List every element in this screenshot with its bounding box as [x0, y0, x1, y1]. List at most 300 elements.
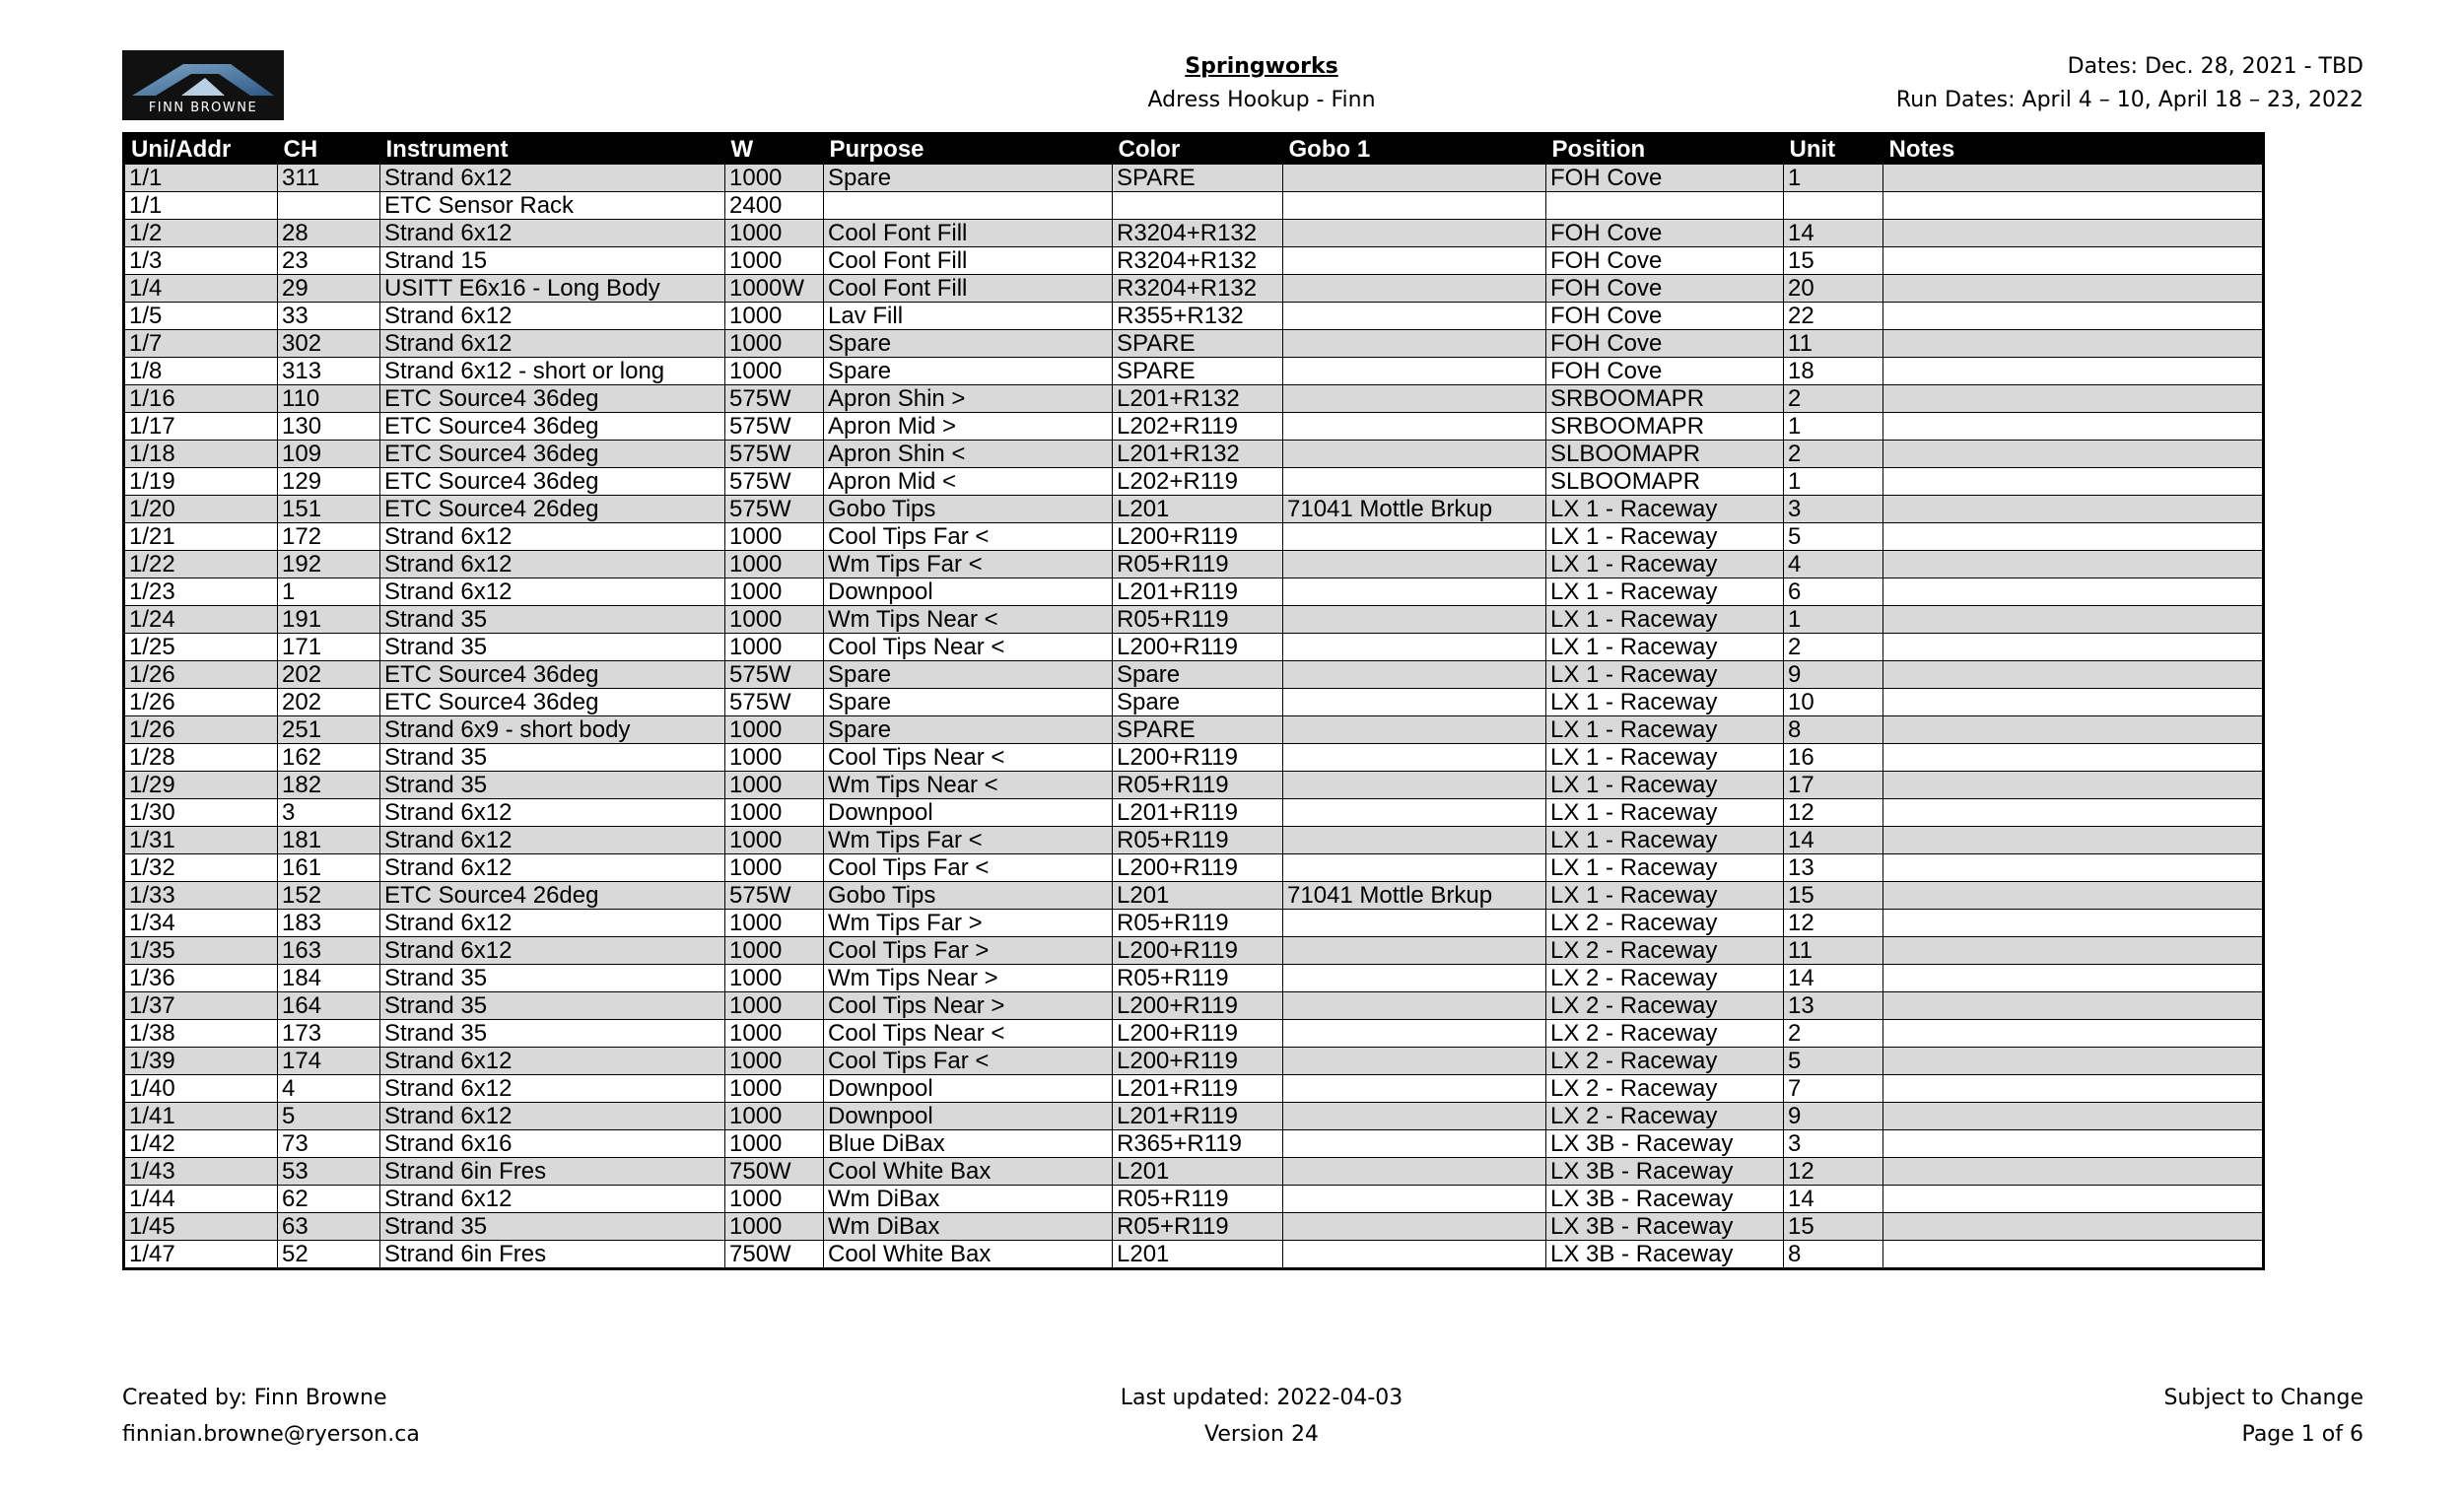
table-cell: LX 1 - Raceway [1546, 578, 1784, 606]
table-cell [1883, 247, 2264, 275]
table-cell: L201+R132 [1113, 441, 1283, 468]
table-cell: 164 [278, 992, 380, 1020]
table-cell: 1/42 [124, 1130, 278, 1158]
table-cell: Cool Font Fill [824, 220, 1113, 247]
table-cell: ETC Source4 36deg [380, 468, 725, 496]
table-cell: 110 [278, 385, 380, 413]
table-cell [1283, 1103, 1546, 1130]
column-header: Uni/Addr [124, 134, 278, 165]
table-cell: SPARE [1113, 716, 1283, 744]
table-header-row [124, 134, 2264, 165]
table-cell: 313 [278, 358, 380, 385]
table-cell [1283, 358, 1546, 385]
table-cell: 3 [278, 799, 380, 827]
footer-center [1035, 1380, 1488, 1453]
table-cell: 1/30 [124, 799, 278, 827]
table-cell: USITT E6x16 - Long Body [380, 275, 725, 303]
table-cell: 1/47 [124, 1241, 278, 1269]
table-cell [1283, 1130, 1546, 1158]
table-cell: Wm Tips Far < [824, 827, 1113, 854]
table-cell: R3204+R132 [1113, 247, 1283, 275]
table-cell: 181 [278, 827, 380, 854]
table-cell: 1000 [725, 1048, 824, 1075]
table-cell: 575W [725, 468, 824, 496]
table-cell: 1000 [725, 744, 824, 772]
table-cell: SPARE [1113, 358, 1283, 385]
table-cell [1883, 910, 2264, 937]
table-cell: Downpool [824, 1075, 1113, 1103]
dates-text: Dates: Dec. 28, 2021 - TBD [2067, 54, 2363, 79]
table-cell: 3 [1784, 496, 1883, 523]
column-header: Color [1113, 134, 1283, 165]
table-cell: Strand 6x12 [380, 1186, 725, 1213]
table-row [124, 854, 2264, 882]
table-cell: 1000 [725, 772, 824, 799]
table-cell: ETC Sensor Rack [380, 192, 725, 220]
table-cell: LX 3B - Raceway [1546, 1213, 1784, 1241]
table-cell [1883, 965, 2264, 992]
table-cell: LX 1 - Raceway [1546, 772, 1784, 799]
table-cell: 174 [278, 1048, 380, 1075]
table-cell: Strand 35 [380, 1020, 725, 1048]
table-cell [1883, 358, 2264, 385]
column-header: Gobo 1 [1283, 134, 1546, 165]
table-cell: 14 [1784, 965, 1883, 992]
table-cell: 1/25 [124, 634, 278, 661]
table-cell: Cool Tips Near < [824, 1020, 1113, 1048]
table-row [124, 1075, 2264, 1103]
table-cell [1283, 551, 1546, 578]
table-cell: L201+R119 [1113, 799, 1283, 827]
table-cell: 1000 [725, 799, 824, 827]
table-cell [1883, 827, 2264, 854]
table-cell: 575W [725, 882, 824, 910]
table-cell: L200+R119 [1113, 744, 1283, 772]
table-cell [1883, 716, 2264, 744]
table-cell: LX 2 - Raceway [1546, 1048, 1784, 1075]
table-cell [1283, 303, 1546, 330]
table-cell [1283, 937, 1546, 965]
table-row [124, 910, 2264, 937]
table-cell [1883, 275, 2264, 303]
table-cell: 1000 [725, 1020, 824, 1048]
table-cell: 1000 [725, 247, 824, 275]
table-cell: SLBOOMAPR [1546, 468, 1784, 496]
table-row [124, 578, 2264, 606]
table-cell: SPARE [1113, 165, 1283, 192]
table-row [124, 385, 2264, 413]
table-cell: 202 [278, 661, 380, 689]
table-cell: 1/39 [124, 1048, 278, 1075]
table-cell: 2 [1784, 441, 1883, 468]
table-cell: 1/43 [124, 1158, 278, 1186]
table-row [124, 441, 2264, 468]
table-cell: 4 [1784, 551, 1883, 578]
table-cell: 1/35 [124, 937, 278, 965]
table-cell: LX 2 - Raceway [1546, 992, 1784, 1020]
table-cell: Apron Shin < [824, 441, 1113, 468]
table-cell: 1/2 [124, 220, 278, 247]
table-cell: 7 [1784, 1075, 1883, 1103]
table-cell: Strand 35 [380, 772, 725, 799]
table-cell: 11 [1784, 330, 1883, 358]
table-cell: R05+R119 [1113, 551, 1283, 578]
table-row [124, 634, 2264, 661]
table-cell: Strand 6x12 [380, 827, 725, 854]
table-row [124, 1048, 2264, 1075]
table-cell: Strand 6x12 [380, 1103, 725, 1130]
table-cell: LX 1 - Raceway [1546, 661, 1784, 689]
table-cell: 3 [1784, 1130, 1883, 1158]
table-cell: 1000 [725, 1130, 824, 1158]
table-cell: Apron Shin > [824, 385, 1113, 413]
table-cell: 52 [278, 1241, 380, 1269]
logo-text: FINN BROWNE [148, 101, 258, 115]
table-cell: 13 [1784, 992, 1883, 1020]
table-cell: 152 [278, 882, 380, 910]
table-cell: SRBOOMAPR [1546, 413, 1784, 441]
table-cell: 1 [1784, 468, 1883, 496]
table-cell: 1000 [725, 220, 824, 247]
logo [122, 50, 284, 120]
table-cell: 1/5 [124, 303, 278, 330]
table-cell: 1 [1784, 606, 1883, 634]
table-cell: 1/3 [124, 247, 278, 275]
table-row [124, 330, 2264, 358]
table-cell: 1/26 [124, 661, 278, 689]
table-cell [1283, 1241, 1546, 1269]
column-header: Instrument [380, 134, 725, 165]
table-cell: Apron Mid < [824, 468, 1113, 496]
table-cell: Strand 6x12 [380, 854, 725, 882]
table-cell: 109 [278, 441, 380, 468]
table-cell: 6 [1784, 578, 1883, 606]
table-cell: LX 3B - Raceway [1546, 1186, 1784, 1213]
table-cell [1283, 385, 1546, 413]
table-cell [1283, 689, 1546, 716]
table-cell: Cool Tips Near < [824, 744, 1113, 772]
table-row [124, 523, 2264, 551]
table-cell: R355+R132 [1113, 303, 1283, 330]
table-cell: 1/26 [124, 716, 278, 744]
table-cell: 1000 [725, 165, 824, 192]
table-cell: 12 [1784, 1158, 1883, 1186]
table-cell: ETC Source4 36deg [380, 413, 725, 441]
table-cell: Strand 35 [380, 965, 725, 992]
table-cell: Strand 35 [380, 1213, 725, 1241]
table-cell: 1000 [725, 937, 824, 965]
table-cell: Strand 6in Fres [380, 1158, 725, 1186]
table-cell [1883, 1048, 2264, 1075]
table-cell: 17 [1784, 772, 1883, 799]
table-cell: 1/37 [124, 992, 278, 1020]
table-body [124, 165, 2264, 1269]
table-row [124, 247, 2264, 275]
table-cell: Strand 6x12 [380, 910, 725, 937]
table-cell [1883, 1075, 2264, 1103]
table-cell: Gobo Tips [824, 496, 1113, 523]
table-cell: 12 [1784, 799, 1883, 827]
table-cell: 8 [1784, 1241, 1883, 1269]
table-cell: 71041 Mottle Brkup [1283, 496, 1546, 523]
table-cell [1283, 744, 1546, 772]
table-cell: Cool Tips Far < [824, 523, 1113, 551]
table-cell: Cool Tips Near < [824, 634, 1113, 661]
table-row [124, 192, 2264, 220]
table-cell [1283, 965, 1546, 992]
table-row [124, 1158, 2264, 1186]
table-cell [1883, 882, 2264, 910]
table-cell: 13 [1784, 854, 1883, 882]
table-cell: L201+R119 [1113, 1103, 1283, 1130]
table-cell [1883, 468, 2264, 496]
table-cell: LX 3B - Raceway [1546, 1130, 1784, 1158]
table-cell: Cool White Bax [824, 1158, 1113, 1186]
table-row [124, 551, 2264, 578]
table-cell: Cool Tips Far < [824, 854, 1113, 882]
table-cell: LX 1 - Raceway [1546, 716, 1784, 744]
table-cell: 129 [278, 468, 380, 496]
table-cell [1283, 854, 1546, 882]
table-cell: Strand 6x12 [380, 578, 725, 606]
table-cell: LX 2 - Raceway [1546, 1075, 1784, 1103]
table-cell: 1/1 [124, 165, 278, 192]
table-cell: 53 [278, 1158, 380, 1186]
table-cell [1283, 716, 1546, 744]
table-cell: 1/8 [124, 358, 278, 385]
table-cell: FOH Cove [1546, 165, 1784, 192]
column-header: Position [1546, 134, 1784, 165]
table-cell: FOH Cove [1546, 275, 1784, 303]
table-cell: 1/38 [124, 1020, 278, 1048]
table-cell: 2 [1784, 385, 1883, 413]
table-cell: 192 [278, 551, 380, 578]
table-cell: Spare [824, 661, 1113, 689]
table-row [124, 882, 2264, 910]
table-cell: Cool Font Fill [824, 275, 1113, 303]
table-cell: FOH Cove [1546, 247, 1784, 275]
table-cell: Spare [1113, 689, 1283, 716]
table-cell: 172 [278, 523, 380, 551]
table-cell: 184 [278, 965, 380, 992]
table-cell: Strand 6x12 [380, 799, 725, 827]
table-row [124, 716, 2264, 744]
table-cell [1883, 1103, 2264, 1130]
table-cell [1283, 1186, 1546, 1213]
table-cell: 12 [1784, 910, 1883, 937]
table-row [124, 220, 2264, 247]
table-cell [1784, 192, 1883, 220]
table-cell: LX 2 - Raceway [1546, 1020, 1784, 1048]
footer-left [122, 1380, 714, 1453]
table-cell: 1000W [725, 275, 824, 303]
table-cell: ETC Source4 36deg [380, 441, 725, 468]
table-cell [1883, 854, 2264, 882]
table-cell: L201 [1113, 1241, 1283, 1269]
table-cell [1283, 1020, 1546, 1048]
table-cell: LX 2 - Raceway [1546, 910, 1784, 937]
table-cell: 1000 [725, 992, 824, 1020]
table-cell: LX 1 - Raceway [1546, 634, 1784, 661]
table-cell: 575W [725, 441, 824, 468]
table-cell [1283, 1075, 1546, 1103]
table-cell: 1000 [725, 1213, 824, 1241]
table-cell: R365+R119 [1113, 1130, 1283, 1158]
table-cell: 20 [1784, 275, 1883, 303]
table-cell: Strand 35 [380, 992, 725, 1020]
table-row [124, 827, 2264, 854]
table-cell: FOH Cove [1546, 220, 1784, 247]
table-row [124, 992, 2264, 1020]
table-cell: 1000 [725, 716, 824, 744]
table-row [124, 1186, 2264, 1213]
table-cell: 15 [1784, 882, 1883, 910]
table-cell: 1/18 [124, 441, 278, 468]
version-text: Version 24 [1204, 1422, 1319, 1447]
run-dates-text: Run Dates: April 4 – 10, April 18 – 23, 2022 [1895, 88, 2363, 112]
table-cell: 5 [1784, 1048, 1883, 1075]
table-cell: R3204+R132 [1113, 220, 1283, 247]
table-cell: 1/45 [124, 1213, 278, 1241]
table-cell: 29 [278, 275, 380, 303]
column-header: Notes [1883, 134, 2264, 165]
table-cell [1883, 661, 2264, 689]
table-cell: Strand 35 [380, 744, 725, 772]
table-row [124, 1103, 2264, 1130]
table-cell: Apron Mid > [824, 413, 1113, 441]
table-cell: 1000 [725, 303, 824, 330]
table-cell: Strand 6x12 [380, 551, 725, 578]
table-cell: L200+R119 [1113, 1048, 1283, 1075]
table-cell: Strand 6x12 [380, 1075, 725, 1103]
table-cell: Strand 6x12 [380, 220, 725, 247]
table-cell [1283, 468, 1546, 496]
table-cell: 575W [725, 413, 824, 441]
table-cell: LX 1 - Raceway [1546, 523, 1784, 551]
column-header: Unit [1784, 134, 1883, 165]
table-cell: Cool Tips Far < [824, 1048, 1113, 1075]
table-cell: 575W [725, 689, 824, 716]
table-cell: 130 [278, 413, 380, 441]
table-cell [1883, 772, 2264, 799]
table-cell [1283, 523, 1546, 551]
table-cell: LX 1 - Raceway [1546, 854, 1784, 882]
table-cell: 1/19 [124, 468, 278, 496]
table-cell: 1/31 [124, 827, 278, 854]
table-cell: 202 [278, 689, 380, 716]
table-cell: L200+R119 [1113, 634, 1283, 661]
table-cell: 9 [1784, 661, 1883, 689]
table-cell: 750W [725, 1158, 824, 1186]
table-cell [1283, 799, 1546, 827]
table-cell: 182 [278, 772, 380, 799]
table-cell: 1/22 [124, 551, 278, 578]
table-cell: 1000 [725, 1103, 824, 1130]
table-cell: Spare [824, 358, 1113, 385]
table-cell: L201 [1113, 882, 1283, 910]
table-cell: 575W [725, 385, 824, 413]
table-cell: 1/4 [124, 275, 278, 303]
table-cell [278, 192, 380, 220]
table-cell [1113, 192, 1283, 220]
table-cell: Downpool [824, 1103, 1113, 1130]
table-cell: 1/36 [124, 965, 278, 992]
table-cell: 5 [1784, 523, 1883, 551]
table-cell: 22 [1784, 303, 1883, 330]
table-cell: Strand 6x12 [380, 303, 725, 330]
table-cell: LX 2 - Raceway [1546, 965, 1784, 992]
table-cell [1883, 385, 2264, 413]
table-cell: 1/44 [124, 1186, 278, 1213]
table-cell [1283, 247, 1546, 275]
table-cell: Strand 6x12 [380, 937, 725, 965]
table-cell [1883, 799, 2264, 827]
table-cell: Wm Tips Near < [824, 606, 1113, 634]
table-cell: 251 [278, 716, 380, 744]
table-cell: LX 2 - Raceway [1546, 1103, 1784, 1130]
table-cell: 63 [278, 1213, 380, 1241]
table-cell: LX 1 - Raceway [1546, 551, 1784, 578]
table-cell: 1/7 [124, 330, 278, 358]
table-cell [1283, 220, 1546, 247]
table-cell: 1 [278, 578, 380, 606]
table-cell: 33 [278, 303, 380, 330]
table-cell: LX 1 - Raceway [1546, 882, 1784, 910]
table-cell: L202+R119 [1113, 413, 1283, 441]
table-cell: 1/26 [124, 689, 278, 716]
table-cell: L201 [1113, 496, 1283, 523]
table-row [124, 1241, 2264, 1269]
table-cell: Spare [824, 716, 1113, 744]
table-cell: 2400 [725, 192, 824, 220]
table-cell [1883, 523, 2264, 551]
table-cell: ETC Source4 26deg [380, 496, 725, 523]
table-cell: LX 3B - Raceway [1546, 1158, 1784, 1186]
table-cell: 23 [278, 247, 380, 275]
table-cell: L200+R119 [1113, 1020, 1283, 1048]
subject-to-change-text: Subject to Change [2163, 1386, 2363, 1410]
table-cell: Wm Tips Near < [824, 772, 1113, 799]
table-cell: 15 [1784, 247, 1883, 275]
table-cell: 1/17 [124, 413, 278, 441]
table-cell [1283, 192, 1546, 220]
table-cell: FOH Cove [1546, 303, 1784, 330]
table-cell: 1/23 [124, 578, 278, 606]
table-cell [1883, 192, 2264, 220]
table-cell: Wm Tips Near > [824, 965, 1113, 992]
table-cell: LX 1 - Raceway [1546, 799, 1784, 827]
table-cell: Spare [824, 165, 1113, 192]
table-cell: 10 [1784, 689, 1883, 716]
table-cell [1283, 275, 1546, 303]
table-row [124, 606, 2264, 634]
table-cell: 18 [1784, 358, 1883, 385]
table-cell [1283, 1158, 1546, 1186]
table-cell: ETC Source4 36deg [380, 689, 725, 716]
table-cell [1283, 1048, 1546, 1075]
table-cell: L200+R119 [1113, 523, 1283, 551]
table-cell: 1000 [725, 330, 824, 358]
table-row [124, 275, 2264, 303]
table-cell: Cool Tips Near > [824, 992, 1113, 1020]
table-cell: 1/16 [124, 385, 278, 413]
table-cell: Spare [824, 330, 1113, 358]
table-cell: FOH Cove [1546, 330, 1784, 358]
table-cell: LX 3B - Raceway [1546, 1241, 1784, 1269]
table-cell [1283, 827, 1546, 854]
header-center [1035, 50, 1488, 117]
table-cell: 9 [1784, 1103, 1883, 1130]
